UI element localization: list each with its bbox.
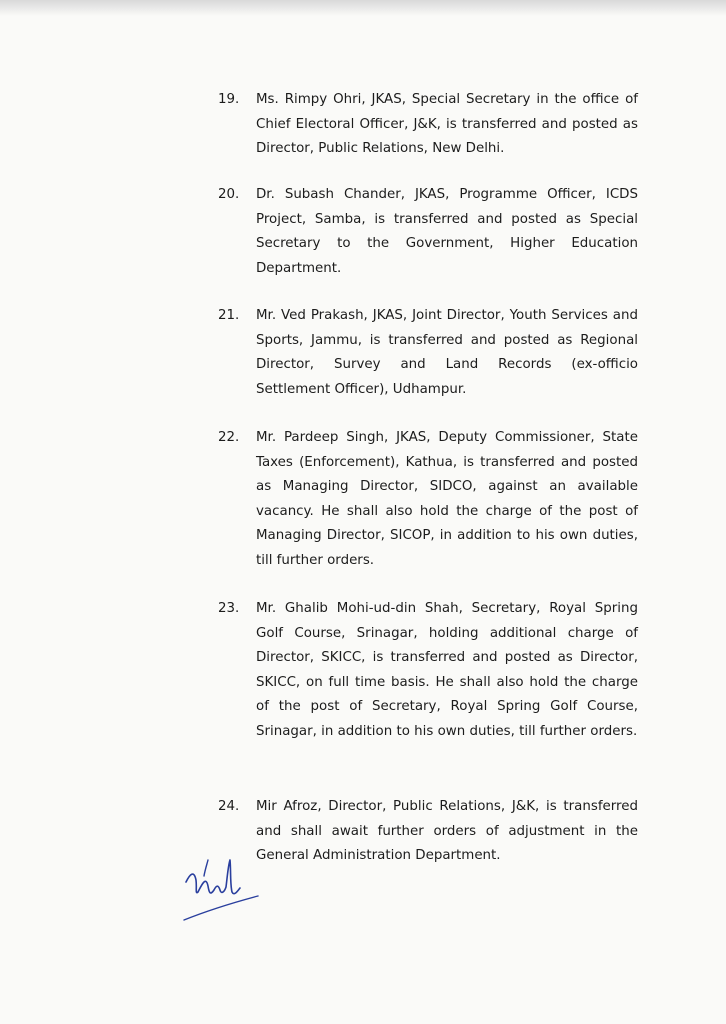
list-item bbox=[218, 304, 638, 402]
list-item bbox=[218, 426, 638, 573]
item-number: 22. bbox=[218, 430, 240, 445]
item-number: 20. bbox=[218, 187, 240, 202]
item-number: 23. bbox=[218, 601, 240, 616]
item-text: Ms. Rimpy Ohri, JKAS, Special Secretary in the office of Chief Electoral Officer, J&K, is transferred and posted as Director, Public Relations, New Delhi. bbox=[256, 92, 638, 156]
list-item bbox=[218, 597, 638, 744]
list-item bbox=[218, 795, 638, 869]
item-number: 19. bbox=[218, 92, 240, 107]
item-text: Mir Afroz, Director, Public Relations, J&K, is transferred and shall await further orders of adjustment in the General Administration Department. bbox=[256, 799, 638, 863]
list-item bbox=[218, 183, 638, 281]
list-item bbox=[218, 88, 638, 162]
handwritten-signature bbox=[180, 840, 270, 930]
item-text: Mr. Ghalib Mohi-ud-din Shah, Secretary, Royal Spring Golf Course, Srinagar, holding additional charge of Director, SKICC, is transferred and posted as Director, SKICC, on full time basis. He shall also hold the charge of the post of Secretary, Royal Spring Golf Course, Srinagar, in addition to his own duties, till further orders. bbox=[256, 601, 638, 739]
item-text: Mr. Ved Prakash, JKAS, Joint Director, Youth Services and Sports, Jammu, is transferred and posted as Regional Director, Survey and Land Records (ex-officio Settlement Officer), Udhampur. bbox=[256, 308, 638, 397]
item-text: Dr. Subash Chander, JKAS, Programme Officer, ICDS Project, Samba, is transferred and posted as Special Secretary to the Government, Higher Education Department. bbox=[256, 187, 638, 276]
item-text: Mr. Pardeep Singh, JKAS, Deputy Commissioner, State Taxes (Enforcement), Kathua, is transferred and posted as Managing Director, SIDCO, against an available vacancy. He shall also hold the charge of the post of Managing Director, SICOP, in addition to his own duties, till further orders. bbox=[256, 430, 638, 568]
item-number: 21. bbox=[218, 308, 240, 323]
item-number: 24. bbox=[218, 799, 240, 814]
